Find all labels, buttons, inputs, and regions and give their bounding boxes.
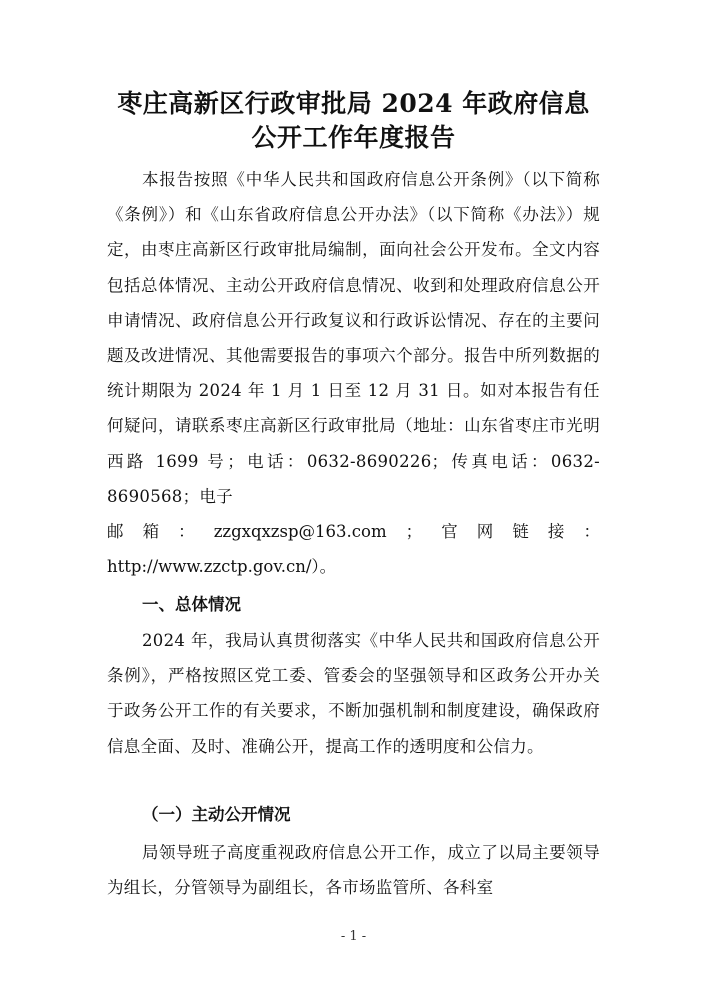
document-title-line2: 公开工作年度报告 [251,123,456,152]
subsection1-paragraph: 局领导班子高度重视政府信息公开工作，成立了以局主要领导为组长，分管领导为副组长，各市场监管所、各科室 [107,843,600,898]
section1-paragraph: 2024 年，我局认真贯彻落实《中华人民共和国政府信息公开条例》，严格按照区党工委、管委会的坚强领导和区政务公开办关于政务公开工作的有关要求，不断加强机制和制度建设，确保政府信息全面、及时、准确公开，提高工作的透明度和公信力。 [107,631,600,756]
url-label-char-4: 接 [547,522,565,541]
email-label-char-2: 箱 [142,522,160,541]
subsection1-heading: （一）主动公开情况 [142,805,291,824]
url-label-char-2: 网 [476,522,494,541]
section1-heading: 一、总体情况 [142,595,241,614]
document-title-line1: 枣庄高新区行政审批局 2024 年政府信息 [117,89,590,118]
url-label-colon: ： [583,522,600,541]
page-number: - 1 - [340,929,367,944]
url-label-char-3: 链 [512,522,529,541]
email-label-char-1: 邮 [107,522,124,541]
email-separator: ； [405,522,423,541]
website-url: http://www.zzctp.gov.cn/）。 [107,557,337,576]
email-label-colon: ： [178,522,195,541]
email-address: zzgxqxzsp@163.com [213,522,387,541]
intro-paragraph: 本报告按照《中华人民共和国政府信息公开条例》（以下简称《条例》）和《山东省政府信息公开办法》（以下简称《办法》）规定，由枣庄高新区行政审批局编制，面向社会公开发布。全文内容包括总体情况、主动公开政府信息情况、收到和处理政府信息公开申请情况、政府信息公开行政复议和行政诉讼情况、存在的主要问题及改进情况、其他需要报告的事项六个部分。报告中所列数据的统计期限为 2024 年 1 月 1 日至 12 月 31 日。如对本报告有任何疑问，请联系枣庄高新区行政审批局（地址：山东省枣庄市光明西路 1699 号；电话：0632-8690226；传真电话：0632-8690568；电子 [107,170,600,506]
email-url-line [107,514,600,549]
url-label-char-1: 官 [441,522,458,541]
